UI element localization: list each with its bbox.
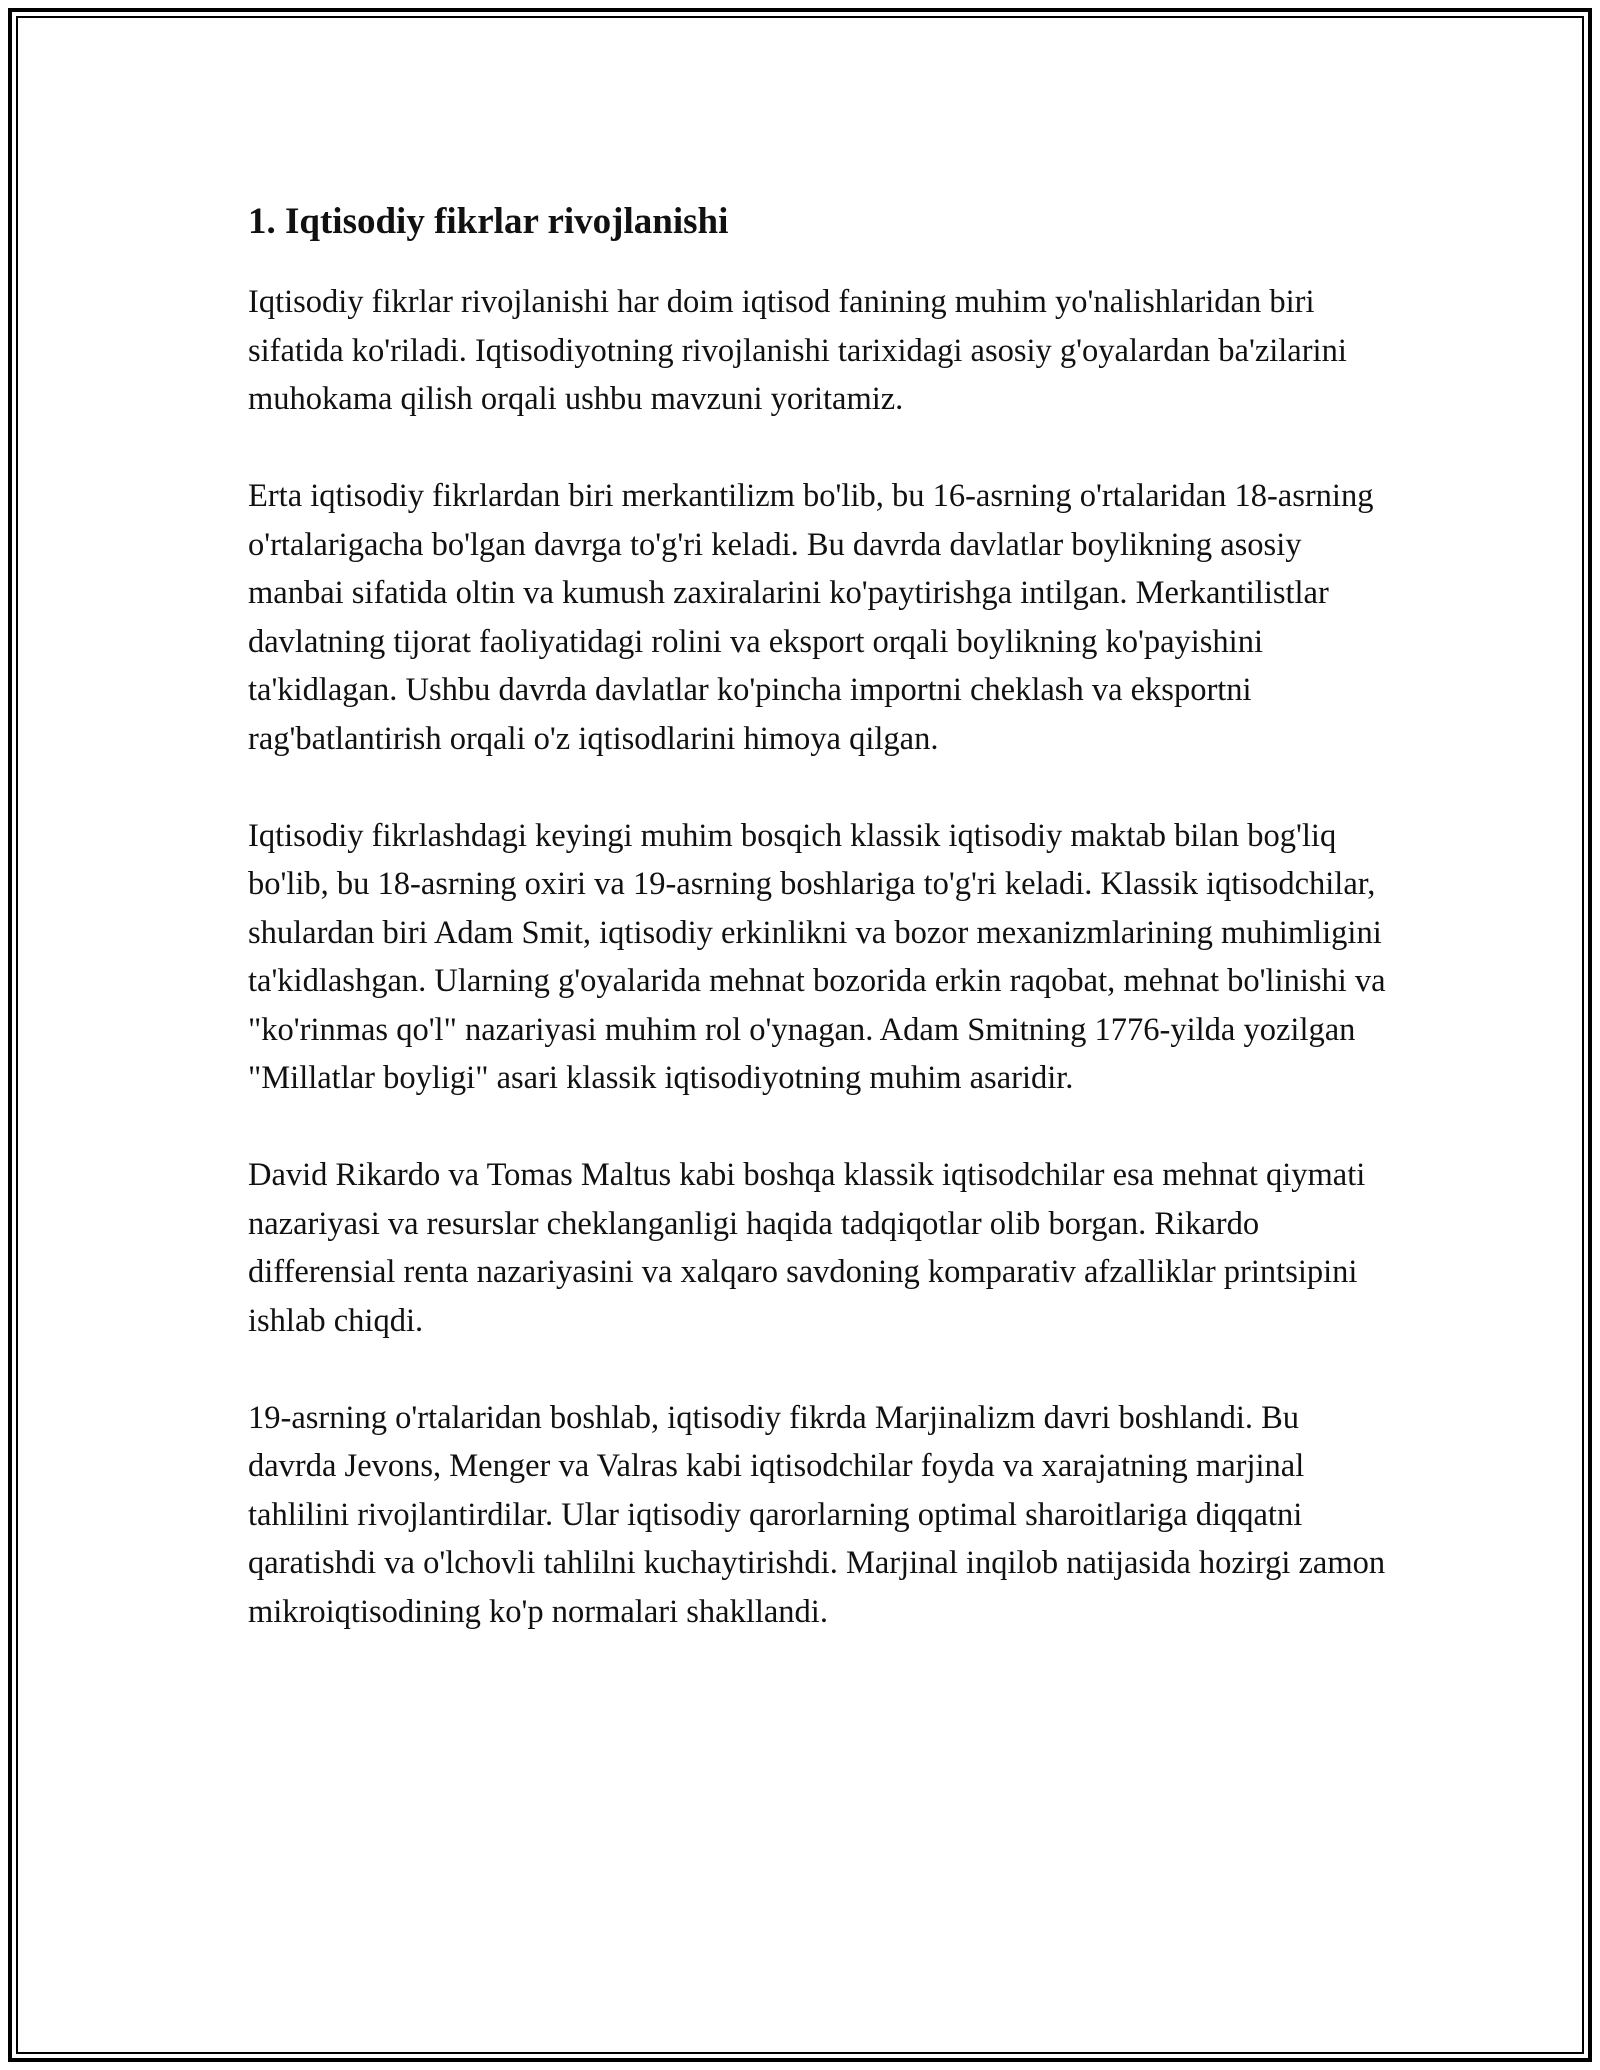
document-body (248, 200, 1388, 1685)
paragraph-marginalism: 19-asrning o'rtalaridan boshlab, iqtisodiy fikrda Marjinalizm davri boshlandi. Bu davrda Jevons, Menger va Valras kabi iqtisodchilar foyda va xarajatning marjinal tahlilini rivojlantirdilar. Ular iqtisodiy qarorlarning optimal sharoitlariga diqqatni qaratishdi va o'lchovli tahlilni kuchaytirishdi. Marjinal inqilob natijasida hozirgi zamon mikroiqtisodining ko'p normalari shakllandi. (248, 1399, 1386, 1630)
paragraph-intro: Iqtisodiy fikrlar rivojlanishi har doim iqtisod fanining muhim yo'nalishlaridan biri sifatida ko'riladi. Iqtisodiyotning rivojlanishi tarixidagi asosiy g'oyalardan ba'zilarini muhokama qilish orqali ushbu mavzuni yoritamiz. (248, 284, 1347, 418)
paragraph-classical-school: Iqtisodiy fikrlashdagi keyingi muhim bosqich klassik iqtisodiy maktab bilan bog'liq bo'lib, bu 18-asrning oxiri va 19-asrning boshlariga to'g'ri keladi. Klassik iqtisodchilar, shulardan biri Adam Smit, iqtisodiy erkinlikni va bozor mexanizmlarining muhimligini ta'kidlashgan. Ularning g'oyalarida mehnat bozorida erkin raqobat, mehnat bo'linishi va "ko'rinmas qo'l" nazariyasi muhim rol o'ynagan. Adam Smitning 1776-yilda yozilgan "Millatlar boyligi" asari klassik iqtisodiyotning muhim asaridir. (248, 817, 1386, 1097)
section-title: 1. Iqtisodiy fikrlar rivojlanishi (248, 201, 729, 242)
page-frame (8, 8, 1592, 2062)
paragraph-ricardo-malthus: David Rikardo va Tomas Maltus kabi boshqa klassik iqtisodchilar esa mehnat qiymati nazariyasi va resurslar cheklanganligi haqida tadqiqotlar olib borgan. Rikardo differensial renta nazariyasini va xalqaro savdoning komparativ afzalliklar printsipini ishlab chiqdi. (248, 1157, 1366, 1339)
paragraph-mercantilism: Erta iqtisodiy fikrlardan biri merkantilizm bo'lib, bu 16-asrning o'rtalaridan 18-asrning o'rtalarigacha bo'lgan davrga to'g'ri keladi. Bu davrda davlatlar boylikning asosiy manbai sifatida oltin va kumush zaxiralarini ko'paytirishga intilgan. Merkantilistlar davlatning tijorat faoliyatidagi rolini va eksport orqali boylikning ko'payishini ta'kidlagan. Ushbu davrda davlatlar ko'pincha importni cheklash va eksportni rag'batlantirish orqali o'z iqtisodlarini himoya qilgan. (248, 478, 1374, 757)
